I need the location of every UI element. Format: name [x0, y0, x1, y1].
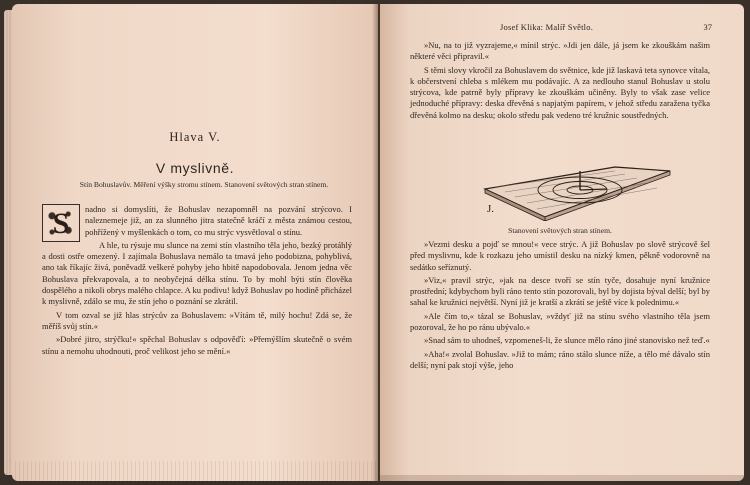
chapter-number: Hlava V.: [169, 130, 221, 144]
left-paragraph: V tom ozval se již hlas strýcův za Bohuslavem: »Vítám tě, milý hochu! Zdá se, že měříš svůj stín.«: [42, 309, 352, 331]
left-paragraph: »Dobré jitro, strýčku!« spěchal Bohuslav s odpověďí: »Přemýšlím skutečně o svém stínu a nemohu uhodnouti, proč velikost jeho se mění.«: [42, 334, 352, 356]
left-page: [12, 4, 378, 481]
right-paragraph: S těmi slovy vkročil za Bohuslavem do světnice, kde již laskavá teta synovce vítala, k občerstvení chleba s mlékem mu podávajíc. A za nedlouho stanul Bohuslav u stolu strýcova, kde patrně byly přípravy ke zkouškám učiněny. Byly to však zase velice jednoduché přípravy: deska dřevěná s napjatým papírem, v jehož středu zaražena tyčka dřevěná kolmo na desku; okolo středu pak vedeno tré kružnic soustředných.: [410, 64, 710, 120]
left-page-body: [42, 204, 352, 359]
left-paragraph: S nadno si domyslíti, že Bohuslav nezapomněl na pozvání strýcovo. I naleznemeje již, an za slunného jitra statečně kráčí z města známou cestou, pohřížený v myšlenkách o tom, co mu strýc vysvětloval o stínu.: [42, 204, 352, 238]
right-page-body-top: [410, 40, 710, 123]
right-paragraph: »Nu, na to již vyzrajeme,« mínil strýc. »Jdi jen dále, já jsem ke zkouškám našim některé věci připravil.«: [410, 40, 710, 62]
page-number: 37: [703, 22, 712, 32]
right-paragraph: »Snad sám to uhodneš, vzpomeneš-li, že slunce mělo ráno jiné stanovisko než teď.«: [424, 335, 710, 346]
right-page-body-bottom: [410, 239, 710, 373]
figure-caption: Stanovení světových stran stínem.: [508, 226, 612, 235]
running-title: Josef Klika: Malíř Světlo.: [500, 22, 594, 32]
right-paragraph: »Ale čím to,« tázal se Bohuslav, »vždyť již na stínu svého vlastního těla jsem pozoroval, že ho po ránu ubývalo.«: [410, 310, 710, 333]
right-paragraph: »Vezmi desku a pojď se mnou!« vece strýc. A již Bohuslav po slově strýcově šel před myslivnu, kde k rozkazu jeho umístil desku na nízký kmen, pěkně vodorovně na sedátko seříznutý.: [410, 239, 710, 272]
sundial-board-illustration: [465, 159, 675, 221]
chapter-title: V myslivně.: [155, 160, 235, 176]
right-paragraph: »Aha!« zvolal Bohuslav. »Již to mám; ráno stálo slunce níže, a tělo mé dávalo stín delší; nyní pak stojí výše, jeho: [410, 348, 710, 370]
left-paragraph: A hle, tu rýsuje mu slunce na zemi stín vlastního těla jeho, bezký protáhlý a dosti ostře omezený. I zajímala Bohuslava nemálo ta tmavá jeho podobizna, pohyblivá, ano tak říkajíc živá, poněvadž veškeré pohyby jeho hbitě napodobovala. Jenom jedna věc Bohuslava překvapovala, a to neobyčejná délka stínu. To by mohl býti stín člověka dospělého a nikoli obrys malého chlapce. A ku podivu! když Bohuslav po hodině přicházel k myslivně, zdálo se mu, že stín jeho o poznání se zkrátil.: [42, 239, 352, 307]
chapter-summary: Stín Bohuslavův. Měření výšky stromu stínem. Stanovení světových stran stínem.: [79, 180, 329, 189]
right-paragraph: »Viz,« pravil strýc, »jak na desce tvoří se stín tyče, dosahuje nyní kružnice prostřední; kdybychom byli ráno tento stín pozorovali, byl by dojista býval delší; byl by sahal ke kružnici největší. Nyní již je kratší a zkrátí se ještě více k polednimu.«: [410, 274, 710, 308]
page-bottom-edge: [380, 475, 744, 481]
page-bottom-shade: [12, 461, 378, 481]
figure-label: J.: [487, 203, 495, 215]
right-page: [380, 4, 744, 481]
drop-cap-initial: S: [42, 204, 80, 242]
